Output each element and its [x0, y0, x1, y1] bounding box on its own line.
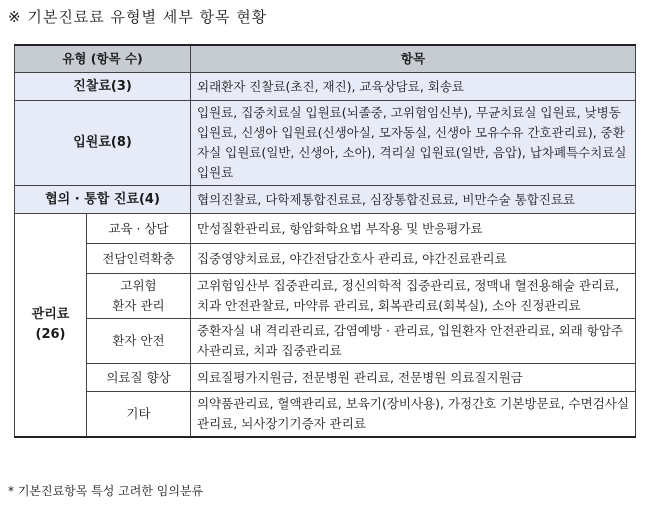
- category-cell: 진찰료(3): [15, 73, 191, 101]
- subcategory-label: 의료질 향상: [106, 369, 171, 385]
- subcategory-cell: [87, 364, 191, 392]
- footnote: * 기본진료항목 특성 고려한 임의분류: [8, 484, 204, 498]
- subcategory-label: 고위험: [120, 278, 157, 293]
- items-cell: 중환자실 내 격리관리료, 감염예방 · 관리료, 입원환자 안전관리료, 외래 항암주사관리료, 치과 집중관리료: [191, 319, 636, 364]
- table-row: [15, 319, 636, 364]
- category-cell: 입원료(8): [15, 101, 191, 186]
- items-cell: 의료질평가지원금, 전문병원 관리료, 전문병원 의료질지원금: [191, 364, 636, 392]
- table-header-row: [15, 45, 636, 73]
- table-row: [15, 101, 636, 186]
- table-row: [15, 392, 636, 438]
- management-category-label: 관리료: [31, 307, 70, 322]
- subcategory-label: 교육 · 상담: [108, 220, 169, 236]
- subcategory-cell: [87, 392, 191, 438]
- table-row: [15, 73, 636, 101]
- items-cell: 집중영양치료료, 야간전담간호사 관리료, 야간진료관리료: [191, 244, 636, 274]
- header-type: 유형 (항목 수): [15, 45, 191, 73]
- subcategory-cell: [87, 244, 191, 274]
- subcategory-cell: [87, 274, 191, 319]
- management-category-count: (26): [35, 327, 66, 342]
- items-cell: 협의진찰료, 다학제통합진료료, 심장통합진료료, 비만수술 통합진료료: [191, 186, 636, 214]
- category-cell: 협의 · 통합 진료(4): [15, 186, 191, 214]
- subcategory-cell: [87, 319, 191, 364]
- table-row: [15, 186, 636, 214]
- subcategory-label: 기타: [126, 406, 151, 421]
- table-row: [15, 274, 636, 319]
- items-cell: 만성질환관리료, 항암화학요법 부작용 및 반응평가료: [191, 214, 636, 244]
- subcategory-label: 환자 안전: [112, 333, 165, 348]
- basic-fee-table: [14, 44, 636, 438]
- table-row: [15, 364, 636, 392]
- subcategory-label: 전담인력확충: [102, 250, 175, 266]
- page-heading: ※ 기본진료료 유형별 세부 항목 현황: [8, 8, 268, 26]
- items-cell: 외래환자 진찰료(초진, 재진), 교육상담료, 회송료: [191, 73, 636, 101]
- table-row: [15, 214, 636, 244]
- items-cell: 고위험임산부 집중관리료, 정신의학적 집중관리료, 정맥내 혈전용해술 관리료, 치과 안전관찰료, 마약류 관리료, 회복관리료(회복실), 소아 진정관리료: [191, 274, 636, 319]
- items-cell: 입원료, 집중치료실 입원료(뇌졸중, 고위험임신부), 무균치료실 입원료, 낮병동 입원료, 신생아 입원료(신생아실, 모자동실, 신생아 모유수유 간호관리료), 중환자실 입원료(일반, 신생아, 소아), 격리실 입원료(일반, 음압), 납차폐특수치료실 입원료: [191, 101, 636, 186]
- header-items: 항목: [191, 45, 636, 73]
- items-cell: 의약품관리료, 혈액관리료, 보육기(장비사용), 가정간호 기본방문료, 수면검사실 관리료, 뇌사장기기증자 관리료: [191, 392, 636, 438]
- subcategory-label-line2: 환자 관리: [112, 298, 165, 313]
- subcategory-cell: [87, 214, 191, 244]
- table-row: [15, 244, 636, 274]
- management-category-cell: [15, 214, 87, 438]
